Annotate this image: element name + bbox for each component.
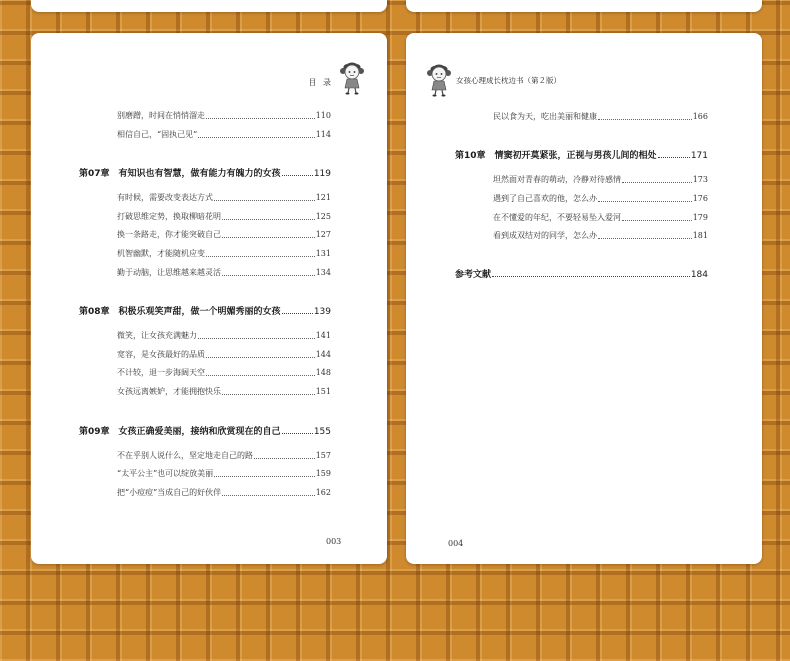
toc-entry[interactable]: 别磨蹭，时间在悄悄溜走 110 xyxy=(117,111,331,120)
toc-entry[interactable]: 微笑，让女孩充满魅力 141 xyxy=(117,331,331,340)
toc-page-left xyxy=(31,33,387,564)
toc-entry[interactable]: 有时候，需要改变表达方式 121 xyxy=(117,193,331,202)
header-title: 女孩心理成长枕边书（第２版） xyxy=(456,76,561,85)
toc-entry[interactable]: 民以食为天，吃出美丽和健康 166 xyxy=(493,112,708,121)
running-header-right xyxy=(426,63,561,97)
toc-entry[interactable]: 宽容，是女孩最好的品质 144 xyxy=(117,350,331,359)
toc-page-right xyxy=(406,33,762,564)
toc-chapter-09[interactable]: 第09章 女孩正确爱美丽，接纳和欣赏现在的自己 155 xyxy=(79,427,331,437)
toc-chapter-07[interactable]: 第07章 有知识也有智慧，做有能力有魄力的女孩 119 xyxy=(79,169,331,179)
page-number: 004 xyxy=(448,539,464,548)
header-title: 目 录 xyxy=(308,78,333,87)
girl-mascot-icon xyxy=(426,63,452,97)
toc-entry[interactable]: 相信自己，“固执己见” 114 xyxy=(117,130,331,139)
toc-entry[interactable]: 不在乎别人说什么，坚定地走自己的路 157 xyxy=(117,451,331,460)
toc-entry[interactable]: 打破思维定势，换取柳暗花明 125 xyxy=(117,212,331,221)
toc-entry[interactable]: 女孩远离嫉妒，才能拥抱快乐 151 xyxy=(117,387,331,396)
toc-entry[interactable]: 机智幽默，才能随机应变 131 xyxy=(117,249,331,258)
running-header-left xyxy=(308,61,365,95)
toc-entry[interactable]: 不计较，退一步海阔天空 148 xyxy=(117,368,331,377)
toc-entry[interactable]: 把“小痘痘”当成自己的好伙伴 162 xyxy=(117,488,331,497)
girl-mascot-icon xyxy=(339,61,365,95)
page-number: 003 xyxy=(326,537,342,546)
previous-page-fragment-right xyxy=(406,0,762,12)
toc-entry[interactable]: 勤于动脑，让思维越来越灵活 134 xyxy=(117,268,331,277)
toc-entry[interactable]: 换一条路走，你才能突破自己 127 xyxy=(117,230,331,239)
toc-entry[interactable]: “太平公主”也可以绽放美丽 159 xyxy=(117,469,331,478)
toc-entry[interactable]: 看到成双结对的同学，怎么办 181 xyxy=(493,231,708,240)
toc-chapter-08[interactable]: 第08章 积极乐观笑声甜，做一个明媚秀丽的女孩 139 xyxy=(79,307,331,317)
toc-chapter-10[interactable]: 第10章 情窦初开莫紧张，正视与男孩儿间的相处 171 xyxy=(455,151,708,161)
toc-references[interactable]: 参考文献 184 xyxy=(455,270,708,280)
toc-entry[interactable]: 在不懂爱的年纪，不要轻易坠入爱河 179 xyxy=(493,213,708,222)
toc-entry[interactable]: 坦然面对青春的萌动，冷静对待感情 173 xyxy=(493,175,708,184)
previous-page-fragment-left xyxy=(31,0,387,12)
toc-entry[interactable]: 遇到了自己喜欢的他，怎么办 176 xyxy=(493,194,708,203)
